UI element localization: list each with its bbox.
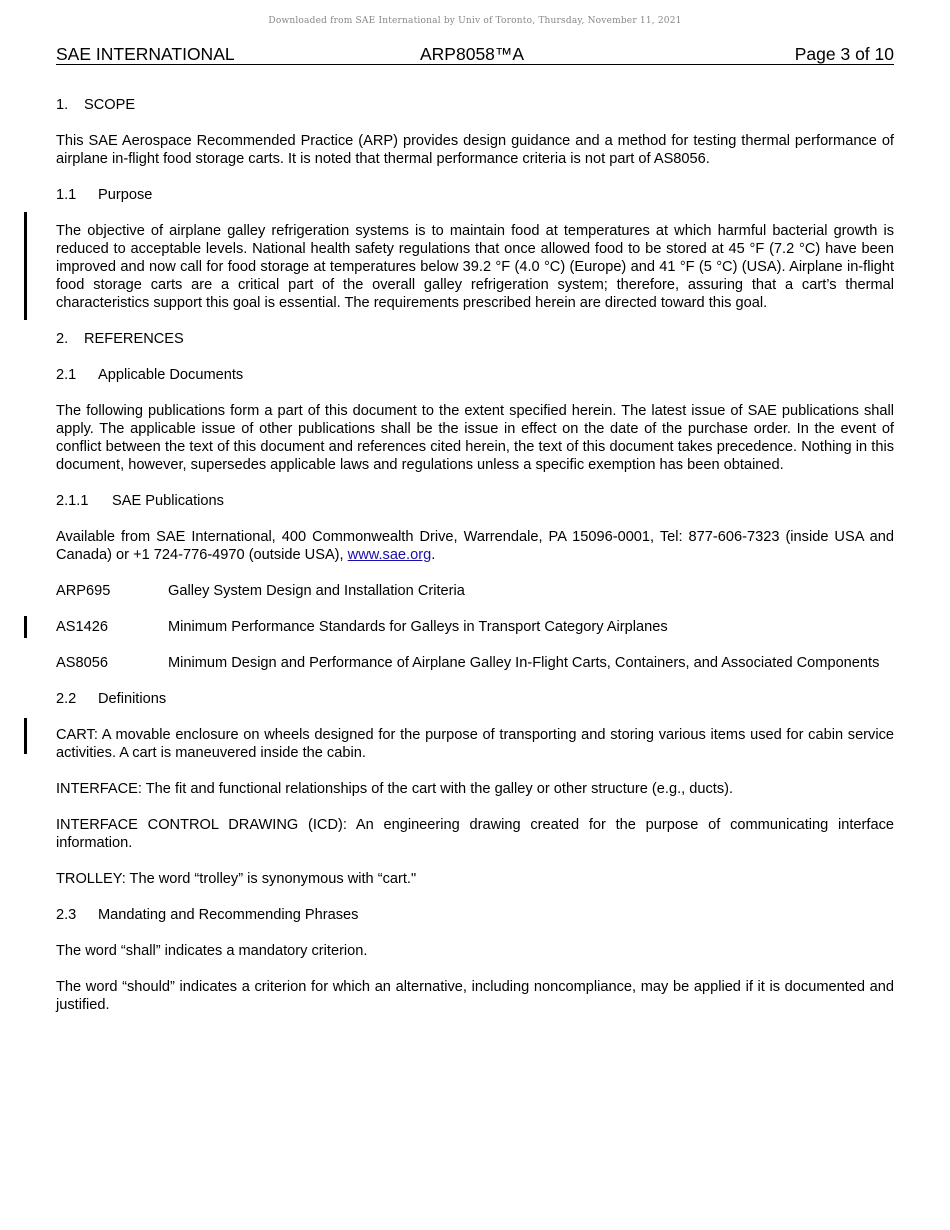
header-org: SAE INTERNATIONAL xyxy=(56,44,235,64)
section-title: Definitions xyxy=(98,691,167,707)
reference-code: AS8056 xyxy=(56,655,108,671)
sae-publications-paragraph xyxy=(56,528,894,564)
definition-cart xyxy=(56,726,894,762)
reference-entry-as8056 xyxy=(56,654,894,672)
section-number: 2.1.1 xyxy=(56,493,89,509)
reference-code: ARP695 xyxy=(56,583,111,599)
definition-icd: INTERFACE CONTROL DRAWING (ICD): An engineering drawing created for the purpose of communicating interface information. xyxy=(56,817,894,851)
section-heading-purpose xyxy=(56,186,894,204)
header-page-number: Page 3 of 10 xyxy=(794,44,894,64)
change-bar xyxy=(24,616,27,638)
change-bar xyxy=(24,212,27,320)
definition-trolley: TROLLEY: The word “trolley” is synonymous with “cart." xyxy=(56,871,417,887)
change-bar xyxy=(24,718,27,754)
reference-title: Galley System Design and Installation Criteria xyxy=(168,583,465,599)
section-title: SCOPE xyxy=(84,97,136,113)
definition-cart-text: CART: A movable enclosure on wheels designed for the purpose of transporting and storing various items used for cabin service activities. A cart is maneuvered inside the cabin. xyxy=(56,727,894,761)
download-watermark: Downloaded from SAE International by Univ of Toronto, Thursday, November 11, 2021 xyxy=(268,16,682,26)
header-doc-id: ARP8058™A xyxy=(420,44,525,64)
section-heading-definitions xyxy=(56,690,894,708)
sae-publications-end: . xyxy=(431,547,436,563)
reference-entry-as1426 xyxy=(56,618,894,636)
phrase-should: The word “should” indicates a criterion for which an alternative, including noncompliance, may be applied if it is documented and justified. xyxy=(56,979,894,1013)
section-number: 1.1 xyxy=(56,187,77,203)
section-heading-mandating-phrases xyxy=(56,906,894,924)
section-title: Applicable Documents xyxy=(98,367,244,383)
reference-code: AS1426 xyxy=(56,619,108,635)
section-heading-scope xyxy=(56,96,894,114)
section-heading-references xyxy=(56,330,894,348)
section-title: SAE Publications xyxy=(112,493,224,509)
reference-entry-arp695 xyxy=(56,582,894,600)
section-title: REFERENCES xyxy=(84,331,184,347)
section-title: Purpose xyxy=(98,187,153,203)
section-heading-applicable-documents xyxy=(56,366,894,384)
sae-publications-text: Available from SAE International, 400 Commonwealth Drive, Warrendale, PA 15096-0001, Tel: 877-606-7323 (inside USA and Canada) or +1 724-776-4970 (outside USA), xyxy=(56,529,894,563)
scope-paragraph: This SAE Aerospace Recommended Practice (ARP) provides design guidance and a method for testing thermal performance of airplane in-flight food storage carts. It is noted that thermal performance criteria is not part of AS8056. xyxy=(56,133,894,167)
purpose-text: The objective of airplane galley refrigeration systems is to maintain food at temperatures at which harmful bacterial growth is reduced to acceptable levels. National health safety regulations that once allowed food to be stored at 45 °F (7.2 °C) have been improved and now call for food storage at temperatures below 39.2 °F (4.0 °C) (Europe) and 41 °F (5 °C) (USA). Airplane in-flight food storage carts are a critical part of the overall galley refrigeration system; therefore, assuring that a cart’s thermal characteristics support this goal is essential. The requirements prescribed herein are directed toward this goal. xyxy=(56,223,894,311)
definition-interface: INTERFACE: The fit and functional relationships of the cart with the galley or other structure (e.g., ducts). xyxy=(56,781,734,797)
phrase-shall: The word “shall” indicates a mandatory criterion. xyxy=(56,943,368,959)
section-number: 1. xyxy=(56,97,69,113)
sae-website-link[interactable]: www.sae.org xyxy=(347,547,432,563)
purpose-paragraph xyxy=(56,222,894,312)
section-heading-sae-publications xyxy=(56,492,894,510)
section-number: 2.2 xyxy=(56,691,77,707)
page-header xyxy=(56,44,894,65)
section-title: Mandating and Recommending Phrases xyxy=(98,907,359,923)
section-number: 2. xyxy=(56,331,69,347)
reference-title: Minimum Performance Standards for Galleys in Transport Category Airplanes xyxy=(168,619,668,635)
reference-title: Minimum Design and Performance of Airplane Galley In-Flight Carts, Containers, and Associated Components xyxy=(168,655,880,671)
document-body xyxy=(56,96,894,1032)
section-number: 2.1 xyxy=(56,367,77,383)
applicable-documents-paragraph: The following publications form a part of this document to the extent specified herein. The latest issue of SAE publications shall apply. The applicable issue of other publications shall be the issue in effect on the date of the purchase order. In the event of conflict between the text of this document and references cited herein, the text of this document takes precedence. Nothing in this document, however, supersedes applicable laws and regulations unless a specific exemption has been obtained. xyxy=(56,403,894,473)
section-number: 2.3 xyxy=(56,907,77,923)
